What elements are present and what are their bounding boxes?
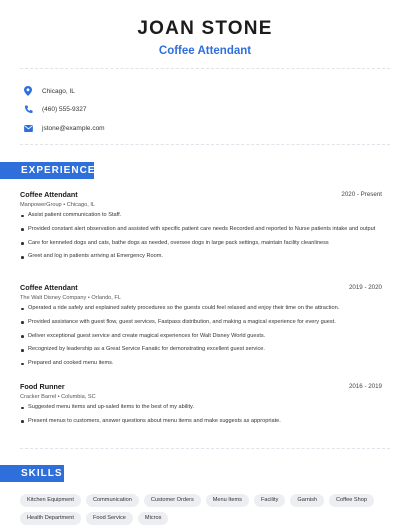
skill-chip: Customer Orders <box>144 494 201 507</box>
contact-list <box>22 82 105 138</box>
candidate-name: JOAN STONE <box>137 18 273 39</box>
job-dates: 2019 - 2020 <box>348 284 382 291</box>
contact-phone <box>22 101 105 119</box>
job-bullets <box>20 404 382 426</box>
skill-chip: Micros <box>138 512 168 525</box>
divider <box>20 144 390 145</box>
location-pin-icon <box>22 85 34 97</box>
contact-email-text: jstone@example.com <box>42 124 105 132</box>
bullet-item: Recognized by leadership as a Great Service Fanatic for demonstrating excellent guest service. <box>20 346 382 354</box>
skill-chip: Kitchen Equipment <box>20 494 81 507</box>
skills-heading: SKILLS <box>0 465 64 482</box>
bullet-item: Greet and log in patients arriving at Emergency Room. <box>20 253 382 261</box>
skill-chip: Coffee Shop <box>329 494 374 507</box>
job-dates: 2016 - 2019 <box>348 383 382 390</box>
bullet-item: Deliver exceptional guest service and create magical experiences for Walt Disney World guests. <box>20 333 382 341</box>
candidate-role: Coffee Attendant <box>158 45 252 57</box>
bullet-item: Care for kenneled dogs and cats, bathe dogs as needed, oversee dogs in large pack settings, maintain facility cleanliness <box>20 240 382 248</box>
job-entry <box>20 382 382 432</box>
job-entry <box>20 283 382 374</box>
skill-chip: Communication <box>86 494 139 507</box>
skill-chip: Health Department <box>20 512 81 525</box>
experience-heading: EXPERIENCE <box>0 162 94 179</box>
bullet-item: Suggested menu items and up-saled items to the best of my ability. <box>20 404 382 412</box>
divider <box>20 448 390 449</box>
job-company: ManpowerGroup • Chicago, IL <box>20 202 96 208</box>
bullet-item: Provided constant alert observation and assisted with specific patient care needs Recorded and reported to Nurse patients intake and output <box>20 226 382 234</box>
contact-location-text: Chicago, IL <box>42 87 75 95</box>
job-title: Coffee Attendant <box>20 190 78 199</box>
bullet-item: Prepared and cooked menu items. <box>20 360 382 368</box>
skills-list <box>20 494 390 525</box>
contact-phone-text: (460) 555-9327 <box>42 106 87 114</box>
job-title: Food Runner <box>20 382 65 391</box>
contact-email <box>22 119 105 137</box>
job-company: The Walt Disney Company • Orlando, FL <box>20 295 121 301</box>
divider <box>20 68 390 69</box>
job-entry <box>20 190 382 267</box>
skill-chip: Menu Items <box>206 494 249 507</box>
skill-chip: Food Service <box>86 512 133 525</box>
phone-icon <box>22 104 34 116</box>
job-title: Coffee Attendant <box>20 283 78 292</box>
job-bullets <box>20 305 382 368</box>
resume-header <box>0 0 410 58</box>
skill-chip: Garnish <box>290 494 324 507</box>
contact-location <box>22 82 105 100</box>
job-bullets <box>20 212 382 261</box>
email-icon <box>22 122 34 134</box>
bullet-item: Present menus to customers, answer questions about menu items and make suggests as appropriate. <box>20 418 382 426</box>
bullet-item: Provided assistance with guest flow, guest services, Fastpass distribution, and making a magical experience for every guest. <box>20 319 382 327</box>
bullet-item: Operated a ride safely and explained safety procedures so the guests could feel relaxed and enjoy their time on the attraction. <box>20 305 382 313</box>
skill-chip: Facility <box>254 494 285 507</box>
job-dates: 2020 - Present <box>341 191 382 198</box>
job-company: Cracker Barrel • Columbia, SC <box>20 394 96 400</box>
bullet-item: Assist patient communication to Staff. <box>20 212 382 220</box>
